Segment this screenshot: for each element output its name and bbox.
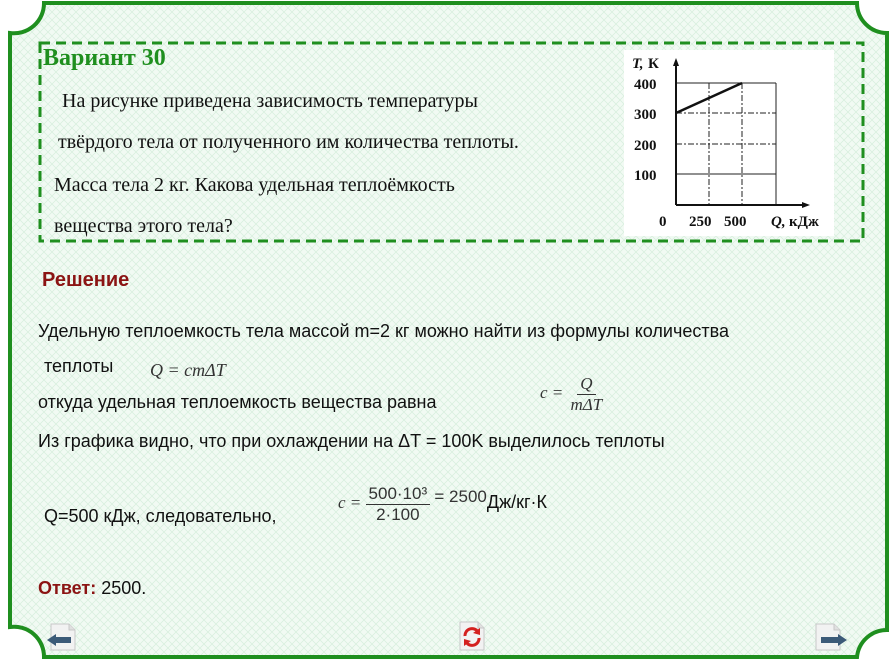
svg-text:300: 300 — [634, 107, 657, 123]
arrow-left-icon — [45, 622, 79, 652]
variant-title: Вариант 30 — [43, 45, 166, 71]
svg-text:500: 500 — [724, 214, 747, 230]
answer-value: 2500. — [101, 578, 147, 598]
temperature-heat-graph — [624, 50, 834, 236]
task-text-line-2: твёрдого тела от полученного им количества теплоты. — [58, 131, 519, 153]
formula-fraction — [366, 484, 431, 524]
svg-text:0: 0 — [659, 214, 667, 230]
refresh-icon — [457, 620, 491, 652]
svg-text:100: 100 — [634, 168, 657, 184]
answer — [38, 578, 146, 599]
solution-line-1: Удельную теплоемкость тела массой m=2 кг можно найти из формулы количества — [38, 321, 729, 341]
svg-text:К: К — [648, 56, 659, 72]
task-text-line-4: вещества этого тела? — [54, 215, 233, 237]
solution-line-5: Q=500 кДж, следовательно, — [44, 506, 277, 526]
svg-text:250: 250 — [689, 214, 712, 230]
back-button[interactable] — [45, 622, 79, 652]
formula-denominator: mΔT — [570, 394, 603, 414]
svg-text:кДж: кДж — [789, 214, 819, 230]
formula-denominator: 2·100 — [376, 504, 420, 524]
task-text-line-1: На рисунке приведена зависимость температуры — [62, 90, 478, 112]
formula-numerator: 500·10³ — [366, 484, 431, 505]
svg-text:400: 400 — [634, 77, 657, 93]
formula-specific-heat — [540, 374, 605, 414]
solution-line-3: откуда удельная теплоемкость вещества равна — [38, 392, 437, 412]
svg-text:Q,: Q, — [771, 214, 786, 230]
arrow-right-icon — [813, 622, 849, 652]
formula-calculation — [338, 484, 547, 524]
formula-numerator: Q — [577, 374, 595, 395]
answer-label: Ответ: — [38, 578, 97, 598]
svg-text:T,: T, — [632, 56, 644, 72]
formula-result: = 2500 — [434, 486, 487, 506]
formula-unit: Дж/кг·К — [486, 491, 548, 512]
formula-lhs: c = — [540, 382, 564, 402]
solution-line-4: Из графика видно, что при охлаждении на ΔT = 100K выделилось теплоты — [38, 431, 665, 451]
svg-text:200: 200 — [634, 138, 657, 154]
formula-lhs: c = — [338, 492, 362, 512]
solution-title: Решение — [42, 269, 130, 291]
formula-heat-quantity: Q = cmΔT — [150, 360, 226, 380]
formula-fraction — [568, 374, 606, 414]
solution-line-2: теплоты — [44, 356, 114, 376]
task-text-line-3: Масса тела 2 кг. Какова удельная теплоёмкость — [54, 174, 455, 196]
forward-button[interactable] — [813, 622, 847, 652]
reload-button[interactable] — [457, 620, 491, 650]
